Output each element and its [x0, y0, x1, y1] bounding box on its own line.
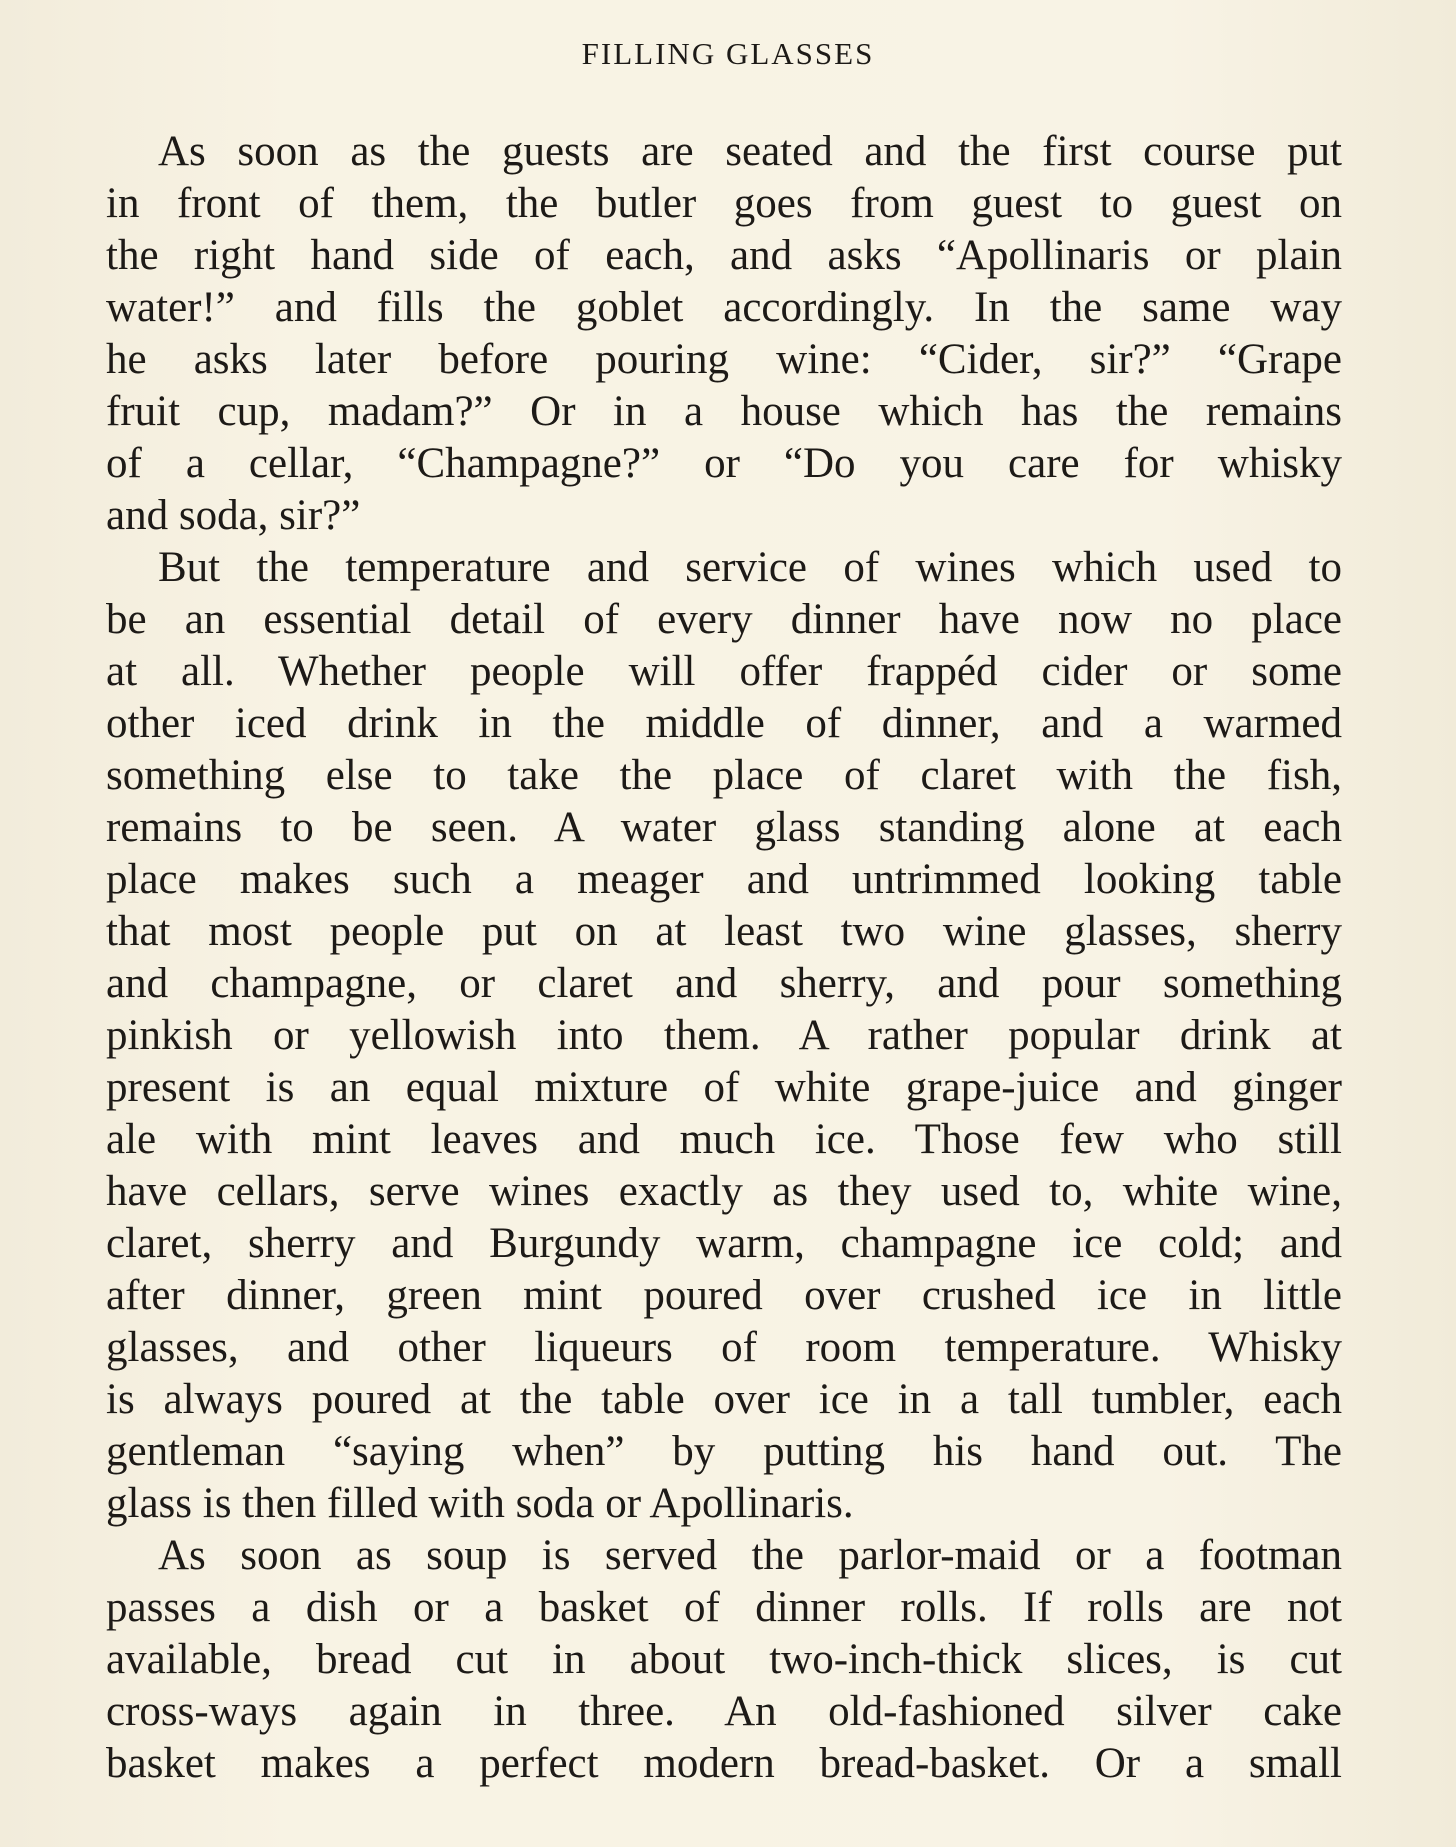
text-line: pinkish or yellowish into them. A rather popular drink at [106, 1012, 1342, 1059]
text-line: cross-ways again in three. An old-fashioned silver cake [106, 1688, 1342, 1735]
text-line: the right hand side of each, and asks “Apollinaris or plain [106, 232, 1342, 279]
text-line: remains to be seen. A water glass standing alone at each [106, 804, 1342, 851]
text-line: something else to take the place of claret with the fish, [106, 752, 1342, 799]
text-line: As soon as soup is served the parlor-maid or a footman [158, 1532, 1342, 1579]
text-line: passes a dish or a basket of dinner rolls. If rolls are not [106, 1584, 1342, 1631]
paragraph [106, 542, 1342, 1530]
text-line: place makes such a meager and untrimmed looking table [106, 856, 1342, 903]
text-line: and soda, sir?” [106, 492, 361, 539]
text-line: glass is then filled with soda or Apollinaris. [106, 1480, 854, 1527]
text-line: other iced drink in the middle of dinner, and a warmed [106, 700, 1342, 747]
text-line: ale with mint leaves and much ice. Those few who still [106, 1116, 1342, 1163]
text-line: water!” and fills the goblet accordingly. In the same way [106, 284, 1342, 331]
text-line: gentleman “saying when” by putting his hand out. The [106, 1428, 1342, 1475]
text-line: of a cellar, “Champagne?” or “Do you care for whisky [106, 440, 1342, 487]
text-line: be an essential detail of every dinner have now no place [106, 596, 1342, 643]
text-line: and champagne, or claret and sherry, and pour something [106, 960, 1342, 1007]
text-line: fruit cup, madam?” Or in a house which has the remains [106, 388, 1342, 435]
text-line: he asks later before pouring wine: “Cider, sir?” “Grape [106, 336, 1342, 383]
running-header: FILLING GLASSES [581, 36, 875, 71]
text-line: present is an equal mixture of white grape-juice and ginger [106, 1064, 1342, 1111]
text-line: in front of them, the butler goes from guest to guest on [106, 180, 1342, 227]
paragraph [106, 126, 1342, 542]
text-line: is always poured at the table over ice in a tall tumbler, each [106, 1376, 1342, 1423]
body-text [106, 126, 1342, 1790]
text-line: have cellars, serve wines exactly as they used to, white wine, [106, 1168, 1342, 1215]
text-line: available, bread cut in about two-inch-thick slices, is cut [106, 1636, 1342, 1683]
text-line: basket makes a perfect modern bread-basket. Or a small [106, 1740, 1342, 1787]
text-line: after dinner, green mint poured over crushed ice in little [106, 1272, 1342, 1319]
text-line: But the temperature and service of wines which used to [158, 544, 1342, 591]
text-line: glasses, and other liqueurs of room temperature. Whisky [106, 1324, 1342, 1371]
text-line: that most people put on at least two wine glasses, sherry [106, 908, 1342, 955]
text-line: claret, sherry and Burgundy warm, champagne ice cold; and [106, 1220, 1342, 1267]
text-line: at all. Whether people will offer frappéd cider or some [106, 648, 1342, 695]
paragraph [106, 1530, 1342, 1790]
text-line: As soon as the guests are seated and the first course put [158, 128, 1342, 175]
